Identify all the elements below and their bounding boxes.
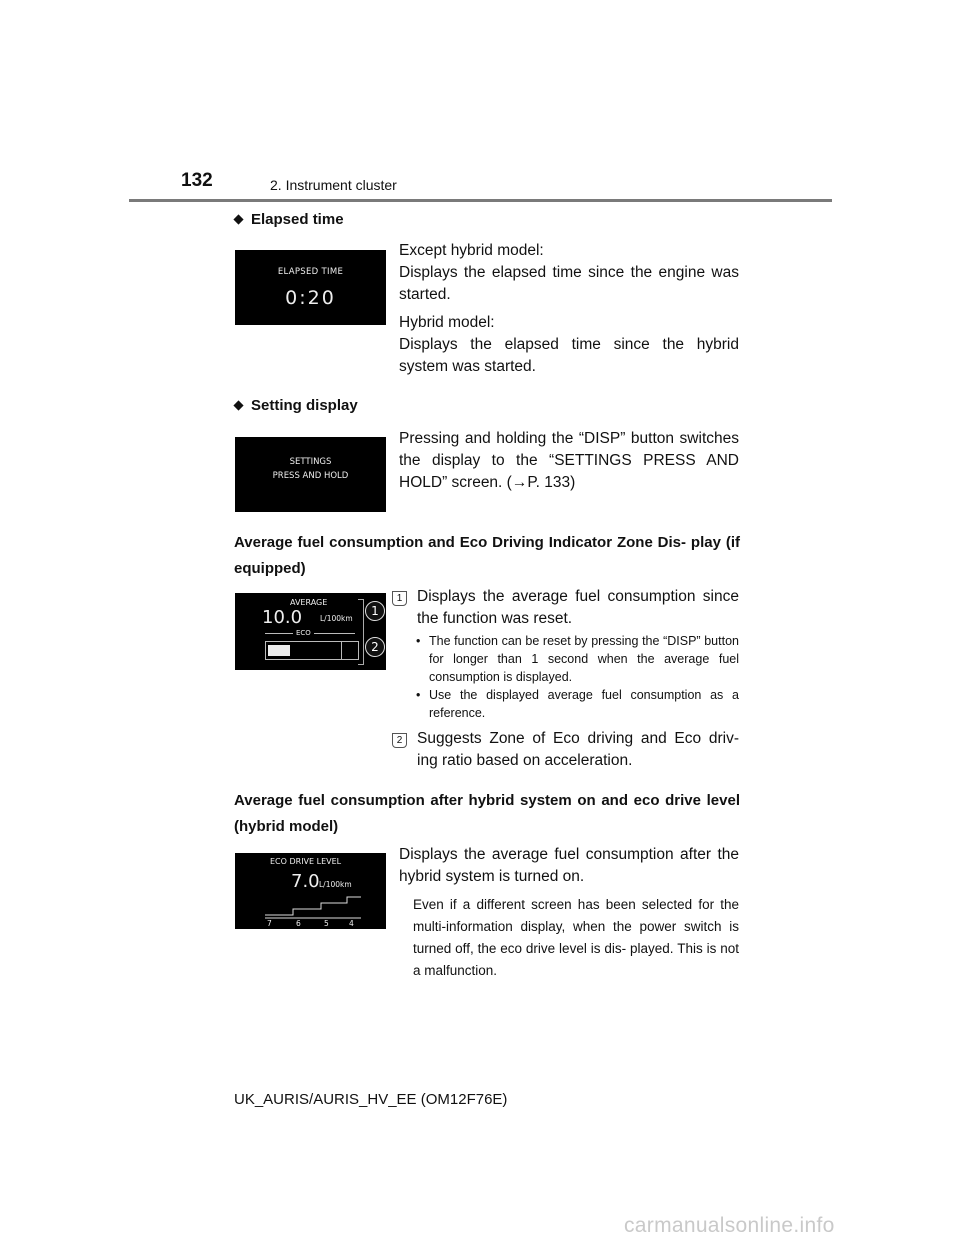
setting-description bbox=[399, 428, 739, 500]
scale-6: 6 bbox=[296, 919, 301, 928]
callout-2-icon: 2 bbox=[365, 637, 385, 657]
average-bullet-1: • The function can be reset by pressing the “DISP” button for longer than 1 second when the average fuel consumption is displayed. bbox=[413, 632, 739, 686]
callout-2-label: 2 bbox=[392, 733, 407, 748]
eco-bar-fill bbox=[268, 645, 290, 656]
average-bullet-2: • Use the displayed average fuel consumption as a reference. bbox=[413, 686, 739, 722]
elapsed-screen-value: 0:20 bbox=[285, 287, 336, 309]
elapsed-screen-title: ELAPSED TIME bbox=[277, 267, 344, 277]
average-item1: Displays the average fuel consumption since the function was reset. bbox=[417, 588, 739, 627]
elapsed-description bbox=[399, 240, 739, 384]
settings-screen bbox=[235, 437, 386, 512]
hybrid-description bbox=[399, 844, 739, 894]
settings-screen-line1: SETTINGS bbox=[289, 457, 332, 467]
elapsed-text-hybrid: Hybrid model: Displays the elapsed time since the hybrid system was started. bbox=[399, 314, 739, 375]
eco-drive-screen-value: 7.0 bbox=[291, 871, 320, 892]
hybrid-text: Displays the average fuel consumption after the hybrid system is turned on. bbox=[399, 846, 739, 885]
average-bullets bbox=[413, 632, 739, 722]
settings-screen-line2: PRESS AND HOLD bbox=[272, 471, 349, 481]
elapsed-text-engine: Except hybrid model: Displays the elapsed time since the engine was started. bbox=[399, 242, 739, 303]
average-screen-title: AVERAGE bbox=[290, 598, 328, 607]
header-rule bbox=[129, 199, 832, 202]
section-heading-average: Average fuel consumption and Eco Driving Indicator Zone Dis- play (if equipped) bbox=[234, 534, 740, 577]
scale-5: 5 bbox=[324, 919, 329, 928]
scale-4: 4 bbox=[349, 919, 354, 928]
chapter-title: 2. Instrument cluster bbox=[270, 177, 397, 193]
eco-bar-zone-marker bbox=[341, 642, 342, 659]
eco-drive-screen-title: ECO DRIVE LEVEL bbox=[270, 857, 342, 866]
eco-bar bbox=[265, 641, 359, 660]
eco-label: ECO bbox=[293, 629, 314, 637]
setting-text: Pressing and holding the “DISP” button switches the display to the “SETTINGS PRESS AND HOLD” screen. (→P. 133) bbox=[399, 430, 739, 491]
eco-drive-level-graph bbox=[263, 893, 363, 921]
eco-drive-level-screen bbox=[235, 853, 386, 929]
section-heading-elapsed: Elapsed time bbox=[234, 207, 344, 233]
average-fuel-screen bbox=[235, 593, 386, 670]
average-screen-value: 10.0 bbox=[262, 607, 303, 628]
page-number: 132 bbox=[181, 170, 213, 191]
average-item2: Suggests Zone of Eco driving and Eco driv- ing ratio based on acceleration. bbox=[417, 730, 739, 769]
elapsed-time-screen bbox=[235, 250, 386, 325]
callout-1-label: 1 bbox=[392, 591, 407, 606]
eco-drive-screen-unit: L/100km bbox=[319, 880, 352, 889]
section-heading-setting: Setting display bbox=[234, 393, 358, 419]
hybrid-note: Even if a different screen has been selected for the multi-information display, when the power switch is turned off, the eco drive level is dis- played. This is not a malfunction. bbox=[413, 897, 739, 978]
average-screen-unit: L/100km bbox=[320, 614, 353, 623]
scale-7: 7 bbox=[267, 919, 272, 928]
footer-model: UK_AURIS/AURIS_HV_EE (OM12F76E) bbox=[234, 1091, 508, 1108]
diamond-bullet-icon bbox=[233, 400, 243, 410]
callout-1-icon: 1 bbox=[365, 601, 385, 621]
callout-bracket bbox=[358, 599, 364, 665]
section-heading-hybrid: Average fuel consumption after hybrid system on and eco drive level (hybrid model) bbox=[234, 792, 740, 835]
diamond-bullet-icon bbox=[233, 214, 243, 224]
watermark: carmanualsonline.info bbox=[624, 1214, 835, 1237]
